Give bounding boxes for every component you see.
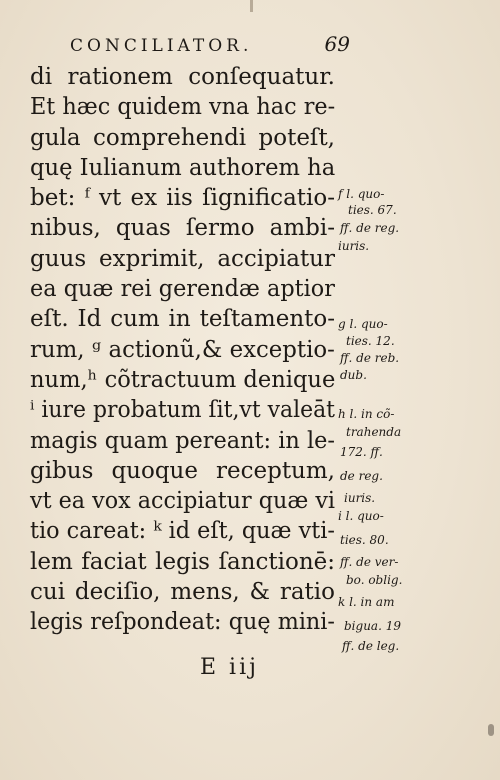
margin-note: 172. ff. bbox=[340, 445, 383, 459]
text-line: num,ʰ cõtractuum denique bbox=[30, 366, 336, 393]
margin-note: de reg. bbox=[340, 469, 383, 483]
margin-note: ff. de reg. bbox=[340, 221, 400, 235]
text-line: gibus quoque receptum, bbox=[30, 457, 335, 484]
margin-note: ties. 67. bbox=[348, 203, 397, 217]
margin-note: bo. oblig. bbox=[346, 573, 403, 587]
page-header bbox=[70, 32, 350, 56]
margin-note: g l. quo- bbox=[338, 317, 388, 331]
margin-note: ff. de reb. bbox=[340, 351, 400, 365]
text-line: rum, ᵍ actionũ,& exceptio- bbox=[30, 336, 335, 363]
margin-note: dub. bbox=[340, 368, 367, 382]
margin-note: f l. quo- bbox=[338, 187, 385, 201]
text-line: magis quam pereant: in le- bbox=[30, 427, 335, 454]
margin-note: ties. 12. bbox=[346, 334, 395, 348]
page-number: 69 bbox=[324, 32, 350, 56]
text-line: gula comprehendi poteſt, bbox=[30, 124, 335, 151]
margin-note: ff. de leg. bbox=[342, 639, 400, 653]
page-edge-blot bbox=[488, 724, 494, 736]
margin-note: i l. quo- bbox=[338, 509, 384, 523]
margin-note: iuris. bbox=[338, 239, 370, 253]
margin-note: ff. de ver- bbox=[340, 555, 399, 569]
text-line: guus exprimit, accipiatur bbox=[30, 245, 335, 272]
text-line: tio careat: ᵏ id eſt, quæ vti- bbox=[30, 518, 335, 545]
text-line: lem faciat legis ſanctionē: bbox=[30, 548, 335, 575]
text-line: Et hæc quidem vna hac re- bbox=[30, 94, 336, 121]
text-line: ⁱ iure probatum ſit,vt valeāt bbox=[30, 397, 335, 424]
margin-note: k l. in am bbox=[338, 595, 395, 609]
text-line: vt ea vox accipiatur quæ vi bbox=[30, 488, 336, 515]
margin-note: trahenda bbox=[346, 425, 402, 439]
text-line: ea quæ rei gerendæ aptior bbox=[30, 276, 335, 303]
margin-note: ties. 80. bbox=[340, 533, 389, 547]
text-line: eſt. Id cum in teſtamento- bbox=[30, 306, 335, 333]
text-line: bet: ᶠ vt ex iis ſignificatio- bbox=[30, 185, 335, 212]
text-line: di rationem conſequatur. bbox=[30, 64, 335, 90]
running-title: CONCILIATOR. bbox=[70, 36, 253, 56]
main-text-block bbox=[30, 62, 335, 638]
text-line: legis reſpondeat: quę mini- bbox=[30, 609, 335, 636]
margin-note: iuris. bbox=[344, 491, 376, 505]
top-edge-mark bbox=[250, 0, 253, 12]
signature-mark: E iij bbox=[200, 655, 259, 680]
text-line: nibus, quas ſermo ambi- bbox=[30, 215, 335, 242]
text-line: cui deciſio, mens, & ratio bbox=[30, 579, 335, 606]
margin-note: h l. in cõ- bbox=[338, 407, 395, 421]
margin-note: bigua. 19 bbox=[344, 619, 401, 633]
text-line: quę Iulianum authorem ha bbox=[30, 154, 336, 181]
